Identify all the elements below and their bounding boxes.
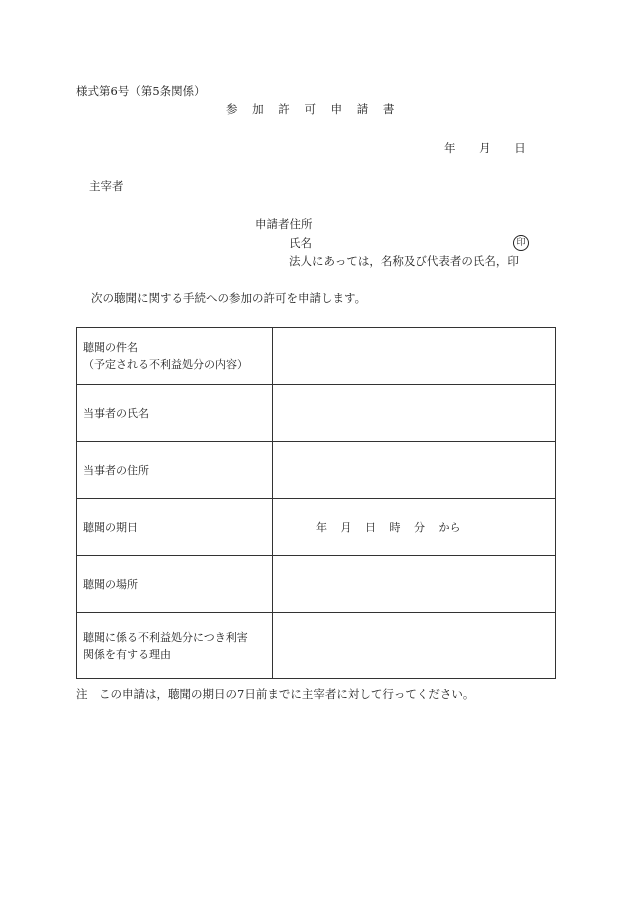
row-label-party-name: [77, 385, 273, 442]
hearing-date-field[interactable]: [273, 499, 556, 556]
table-row: [77, 328, 556, 385]
form-number: 様式第6号（第5条関係）: [76, 84, 206, 98]
label-line: 当事者の氏名: [83, 406, 149, 420]
table-row: [77, 556, 556, 613]
applicant-name-label: 氏名: [289, 236, 312, 250]
row-label-party-address: [77, 442, 273, 499]
row-label-hearing-subject: [77, 328, 273, 385]
applicant-address-label: 申請者住所: [255, 217, 313, 231]
date-line: 年 月 日: [444, 141, 526, 155]
request-statement: 次の聴聞に関する手続への参加の許可を申請します。: [91, 291, 367, 305]
table-row: [77, 442, 556, 499]
corporation-note: 法人にあっては，名称及び代表者の氏名，印: [289, 254, 519, 268]
hearing-date-template: 年 月 日 時 分 から: [316, 521, 461, 534]
table-row: [77, 613, 556, 679]
label-line: 聴聞に係る不利益処分につき利害: [83, 630, 248, 644]
row-label-hearing-date: [77, 499, 273, 556]
hearing-place-field[interactable]: [273, 556, 556, 613]
party-name-field[interactable]: [273, 385, 556, 442]
document-title: 参 加 許 可 申 請 書: [226, 102, 395, 116]
table-row: [77, 499, 556, 556]
label-line: 聴聞の場所: [83, 577, 138, 591]
label-line: 当事者の住所: [83, 463, 149, 477]
label-line: 聴聞の件名: [83, 341, 138, 354]
label-line: 関係を有する理由: [83, 647, 171, 661]
addressee: 主宰者: [89, 179, 124, 193]
seal-mark: 印: [513, 235, 529, 251]
party-address-field[interactable]: [273, 442, 556, 499]
label-line: 聴聞の期日: [83, 520, 138, 534]
interest-reason-field[interactable]: [273, 613, 556, 679]
row-label-hearing-place: [77, 556, 273, 613]
hearing-subject-field[interactable]: [273, 328, 556, 385]
table-row: [77, 385, 556, 442]
application-table: [76, 327, 556, 679]
footnote: 注 この申請は，聴聞の期日の7日前までに主宰者に対して行ってください。: [76, 687, 475, 701]
row-label-interest-reason: [77, 613, 273, 679]
label-line: （予定される不利益処分の内容）: [83, 358, 248, 371]
